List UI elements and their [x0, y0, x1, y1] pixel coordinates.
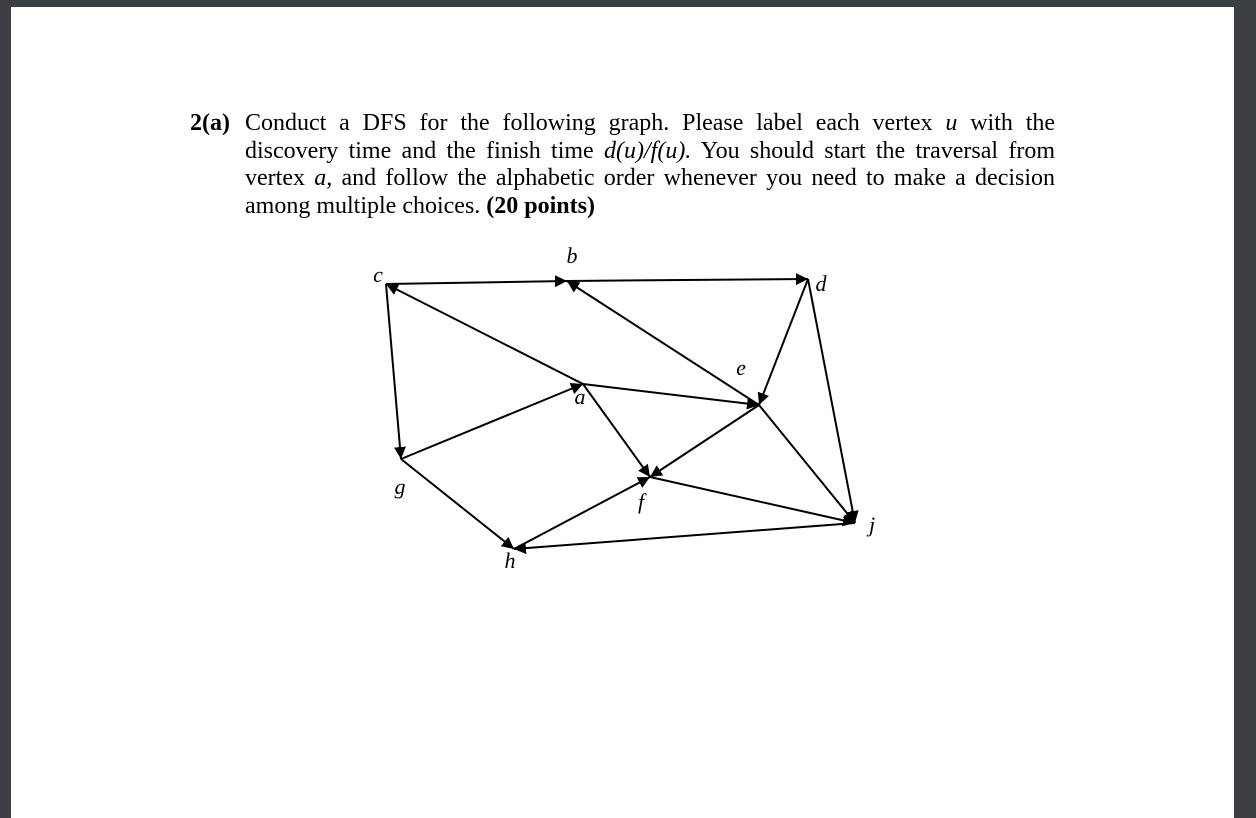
vertex-label-j: j	[868, 512, 876, 537]
vertex-label-d: d	[815, 271, 827, 296]
edge-b-d	[567, 279, 808, 281]
edge-j-h	[514, 523, 855, 549]
graph-edges	[386, 279, 855, 549]
variable-u: u	[945, 110, 958, 136]
graph-vertex-labels	[373, 243, 875, 573]
points-value: (20 points)	[486, 192, 595, 219]
question-text-part2: with the discovery time and the finish time	[245, 110, 1056, 164]
edge-d-e	[759, 279, 808, 405]
edge-a-c	[386, 284, 583, 384]
edge-c-g	[386, 284, 401, 459]
vertex-label-b: b	[566, 243, 578, 268]
notation-df: d(u)/f(u).	[604, 137, 692, 164]
question-text-part4: and follow the alphabetic order whenever you need to make a decision among multiple choices.	[245, 165, 1056, 219]
vertex-label-f: f	[637, 489, 645, 514]
vertex-label-a: a	[574, 384, 586, 409]
vertex-label-h: h	[504, 548, 516, 573]
edge-g-h	[401, 459, 514, 549]
edge-a-f	[583, 384, 650, 477]
start-vertex: a,	[314, 165, 333, 191]
edge-d-j	[808, 279, 855, 523]
question-number: 2(a)	[190, 110, 230, 136]
vertex-label-c: c	[373, 262, 383, 287]
edge-c-b	[386, 281, 567, 284]
question-text-part3: You should start the traversal from vertex	[245, 137, 1056, 191]
edge-g-a	[401, 384, 583, 459]
edge-e-f	[650, 405, 759, 477]
vertex-label-e: e	[736, 355, 746, 380]
question-text-part1: Conduct a DFS for the following graph. Please label each vertex	[245, 110, 933, 136]
edge-h-f	[514, 477, 650, 549]
vertex-label-g: g	[394, 474, 406, 499]
